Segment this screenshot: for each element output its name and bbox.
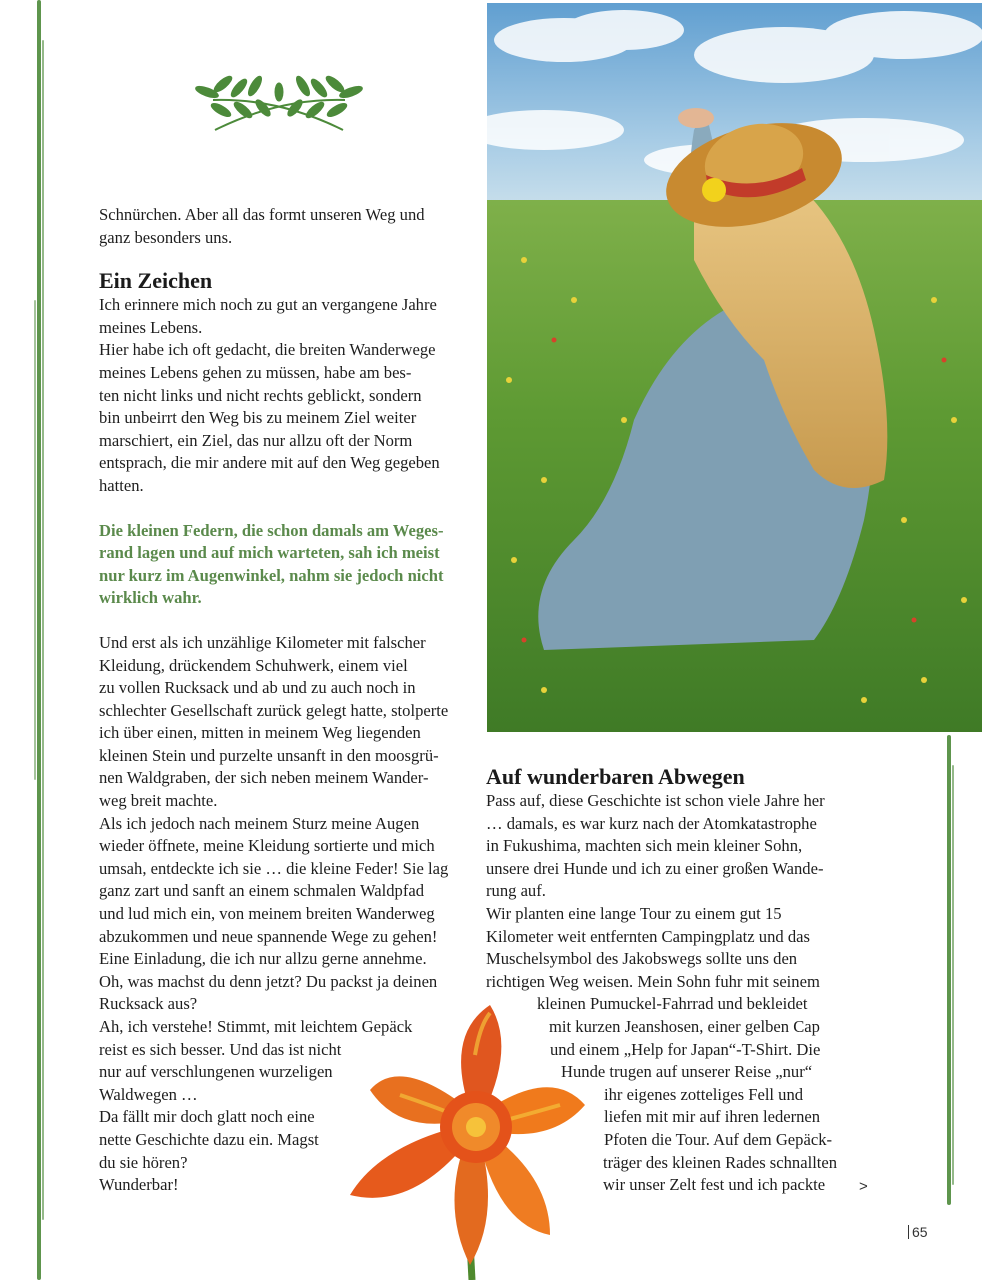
left-border-decoration <box>34 0 48 1280</box>
painting-image <box>484 0 985 735</box>
heading-ein-zeichen: Ein Zeichen <box>99 268 213 294</box>
text-line: Wunderbar! <box>99 1175 179 1195</box>
text-line: nette Geschichte dazu ein. Magst <box>99 1129 319 1149</box>
text-line: … damals, es war kurz nach der Atomkatastrophe <box>486 813 817 833</box>
text-line: entsprach, die mir andere mit auf den Weg gegeben <box>99 453 440 473</box>
continue-marker: > <box>859 1178 868 1195</box>
text-line: Muschelsymbol des Jakobswegs sollte uns den <box>486 949 798 969</box>
text-line: Da fällt mir doch glatt noch eine <box>99 1107 315 1127</box>
text-line: bin unbeirrt den Weg bis zu meinem Ziel weiter <box>99 408 417 428</box>
text-line: Rucksack aus? <box>99 994 198 1014</box>
text-line: Eine Einladung, die ich nur allzu gerne annehme. <box>99 949 427 969</box>
text-line: Ich erinnere mich noch zu gut an vergangene Jahre <box>99 295 437 315</box>
page-number-value: 65 <box>912 1224 928 1240</box>
text-line: rung auf. <box>486 881 546 901</box>
text-line: liefen mit mir auf ihren ledernen <box>604 1107 821 1127</box>
text-line: rand lagen und auf mich warteten, sah ich meist <box>99 543 440 563</box>
heading-auf-wunderbaren-abwegen: Auf wunderbaren Abwegen <box>486 764 745 789</box>
text-line: und einem „Help for Japan“-T-Shirt. Die <box>550 1039 821 1059</box>
text-line: Pfoten die Tour. Auf dem Gepäck- <box>604 1129 833 1149</box>
text-line: Schnürchen. Aber all das formt unseren Weg und <box>99 205 425 224</box>
text-line: Hier habe ich oft gedacht, die breiten Wanderwege <box>99 340 436 360</box>
text-line: unsere drei Hunde und ich zu einer großen Wande- <box>486 858 824 878</box>
text-line: Als ich jedoch nach meinem Sturz meine Augen <box>99 813 420 833</box>
text-line: hatten. <box>99 475 144 495</box>
text-line: marschiert, ein Ziel, das nur allzu oft der Norm <box>99 430 413 450</box>
text-line: Oh, was machst du denn jetzt? Du packst ja deinen <box>99 971 438 991</box>
text-line: in Fukushima, machten sich mein kleiner Sohn, <box>486 836 803 856</box>
text-line: Die kleinen Federn, die schon damals am Weges- <box>99 520 444 540</box>
text-line: ganz zart und sanft an einem schmalen Waldpfad <box>99 881 425 901</box>
text-line: wieder öffnete, meine Kleidung sortierte und mich <box>99 836 435 856</box>
text-line: nen Waldgraben, der sich neben meinem Wander- <box>99 768 429 788</box>
painting-woman-in-meadow <box>484 0 985 735</box>
text-line: reist es sich besser. Und das ist nicht <box>99 1039 342 1059</box>
text-line: Waldwegen … <box>99 1084 198 1104</box>
paragraph-ein-zeichen <box>99 294 469 497</box>
right-border-decoration <box>944 735 958 1205</box>
text-line: schlechter Gesellschaft zurück gelegt hatte, stolperte <box>99 700 449 720</box>
text-line: meines Lebens gehen zu müssen, habe am bes- <box>99 362 412 382</box>
intro-paragraph <box>99 204 469 249</box>
text-line: meines Lebens. <box>99 317 203 337</box>
text-line: Wir planten eine lange Tour zu einem gut 15 <box>486 903 782 923</box>
text-line: Ah, ich verstehe! Stimmt, mit leichtem Gepäck <box>99 1017 413 1036</box>
text-line: und lud mich ein, von meinem breiten Wanderweg <box>99 904 435 924</box>
text-line: umsah, entdeckte ich sie … die kleine Feder! Sie lag <box>99 858 449 878</box>
text-line: ihr eigenes zotteliges Fell und <box>604 1084 804 1104</box>
text-line: kleinen Stein und purzelte unsanft in den moosgrü- <box>99 745 439 765</box>
text-line: Hunde trugen auf unserer Reise „nur“ <box>561 1062 813 1082</box>
text-line: nur auf verschlungenen wurzeligen <box>99 1062 333 1082</box>
text-line: mit kurzen Jeanshosen, einer gelben Cap <box>549 1016 820 1036</box>
text-line: ich über einen, mitten in meinem Weg liegenden <box>99 723 421 743</box>
highlighted-quote <box>99 520 469 610</box>
text-line: Kleidung, drückendem Schuhwerk, einem viel <box>99 655 408 675</box>
text-line: zu vollen Rucksack und ab und zu auch noch in <box>99 678 416 698</box>
text-line: Pass auf, diese Geschichte ist schon viele Jahre her <box>486 791 825 810</box>
text-line: Kilometer weit entfernten Campingplatz und das <box>486 926 810 946</box>
text-line: weg breit machte. <box>99 791 218 811</box>
text-line: ganz besonders uns. <box>99 227 233 247</box>
text-line: nur kurz im Augenwinkel, nahm sie jedoch nicht <box>99 565 444 585</box>
text-line: du sie hören? <box>99 1152 188 1172</box>
page-number <box>908 1224 928 1240</box>
text-line: ten nicht links und nicht rechts geblickt, sondern <box>99 385 422 405</box>
text-line: richtigen Weg weisen. Mein Sohn fuhr mit seinem <box>486 971 820 991</box>
daffodil-flower-icon <box>340 995 600 1280</box>
text-line: abzukommen und neue spannende Wege zu gehen! <box>99 926 438 946</box>
text-line: träger des kleinen Rades schnallten <box>603 1152 838 1172</box>
page-number-divider <box>908 1225 909 1239</box>
text-line: wirklich wahr. <box>99 588 202 608</box>
text-line: kleinen Pumuckel-Fahrrad und bekleidet <box>537 994 808 1014</box>
laurel-ornament-icon <box>193 70 365 134</box>
text-line: wir unser Zelt fest und ich packte <box>603 1175 826 1195</box>
text-line: Und erst als ich unzählige Kilometer mit falscher <box>99 632 426 652</box>
